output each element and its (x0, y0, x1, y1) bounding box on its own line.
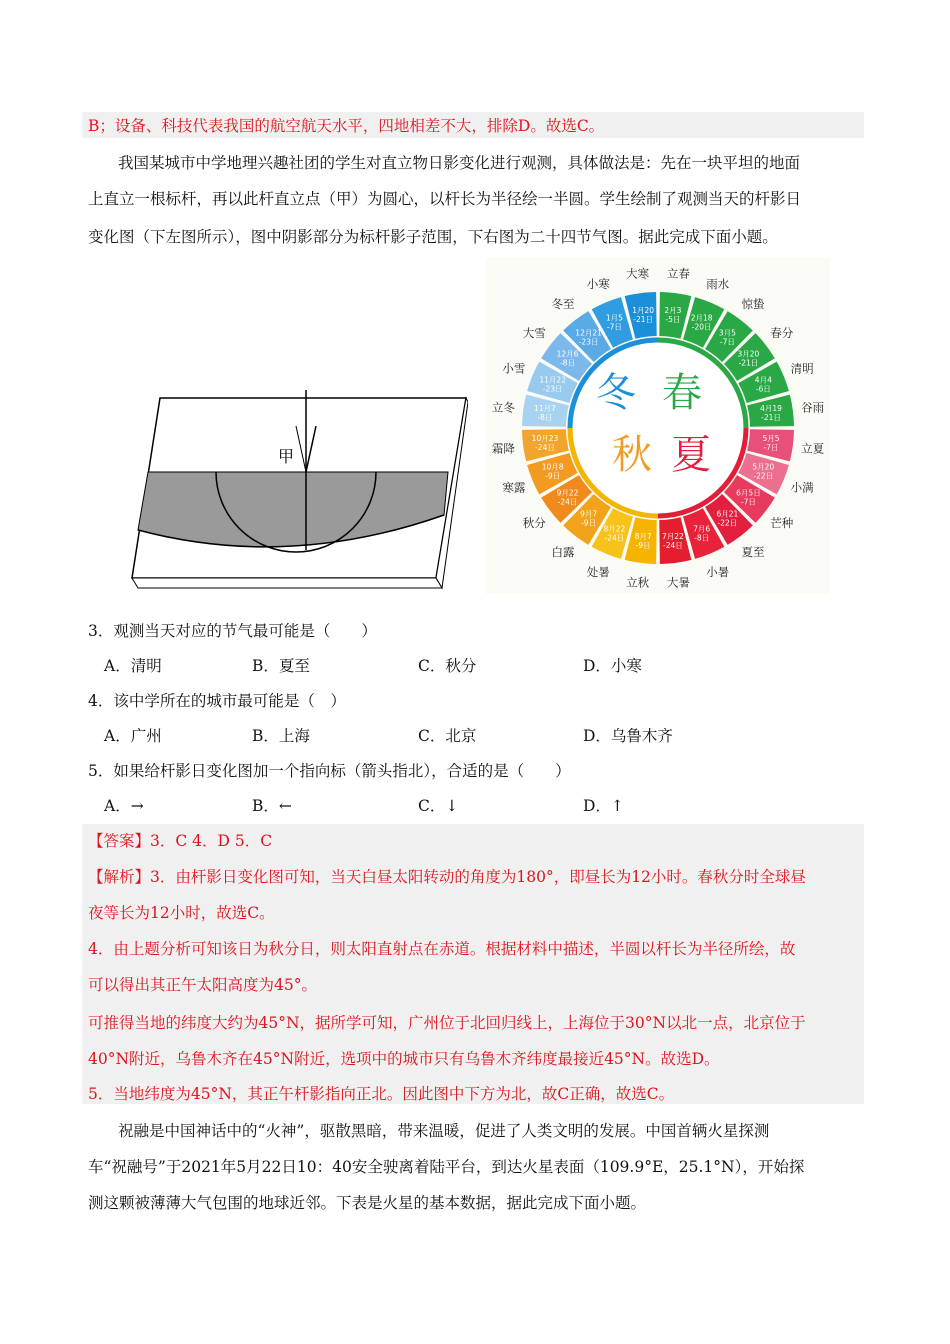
term-date-22-1: -7日 (606, 322, 622, 332)
term-label-22: 小寒 (586, 276, 610, 291)
passage1-line-1: 我国某城市中学地理兴趣社团的学生对直立物日影变化进行观测，具体做法是：先在一块平坦的地面 (118, 154, 801, 172)
question-4-option-b[interactable]: B．上海 (252, 727, 310, 745)
analysis-line-6: 40°N附近，乌鲁木齐在45°N附近，选项中的城市只有乌鲁木齐纬度最接近45°N。故选D。 (88, 1050, 720, 1068)
term-date-11-0: 7月22 (661, 532, 684, 542)
term-date-23-0: 1月20 (632, 305, 655, 315)
passage2-line-2: 车“祝融号”于2021年5月22日10：40安全驶离着陆平台，到达火星表面（109.9°E，25.1°N），开始探 (88, 1158, 805, 1176)
term-date-13-1: -24日 (604, 533, 625, 543)
term-date-4-0: 4月4 (754, 375, 772, 385)
term-label-20: 大雪 (522, 326, 546, 341)
term-label-10: 小暑 (706, 565, 730, 580)
term-date-14-0: 9月7 (580, 509, 598, 519)
term-label-3: 春分 (770, 326, 794, 341)
term-date-12-1: -9日 (635, 541, 651, 551)
question-4-option-c[interactable]: C．北京 (418, 727, 477, 745)
term-date-6-1: -7日 (763, 442, 779, 452)
term-label-15: 秋分 (522, 515, 546, 530)
term-date-19-0: 11月22 (539, 375, 566, 385)
term-date-18-1: -8日 (537, 413, 553, 423)
term-label-14: 白露 (551, 544, 575, 559)
shadow-diagram (118, 380, 468, 599)
question-3-stem: 3．观测当天对应的节气最可能是（ ） (88, 622, 377, 640)
term-date-7-1: -22日 (753, 471, 774, 481)
term-date-21-1: -23日 (578, 337, 599, 347)
term-date-9-0: 6月21 (716, 509, 739, 519)
term-date-16-1: -9日 (545, 471, 561, 481)
question-3-option-c[interactable]: C．秋分 (418, 657, 477, 675)
analysis-line-2: 夜等长为12小时，故选C。 (88, 904, 275, 922)
term-label-21: 冬至 (551, 297, 575, 312)
answer-line: 【答案】3．C 4．D 5．C (88, 832, 273, 850)
term-date-15-1: -24日 (557, 497, 578, 507)
term-date-2-0: 3月5 (718, 328, 736, 338)
term-date-17-0: 10月23 (531, 433, 559, 443)
term-label-17: 霜降 (491, 441, 515, 456)
intro-answer: B；设备、科技代表我国的航空航天水平，四地相差不大，排除D。故选C。 (88, 117, 605, 135)
question-5-option-b[interactable]: B．← (252, 797, 292, 815)
term-date-9-1: -22日 (717, 518, 738, 528)
term-date-3-0: 3月20 (737, 349, 760, 359)
term-date-3-1: -21日 (738, 358, 759, 368)
season-winter: 冬 (596, 370, 636, 416)
term-label-16: 寒露 (502, 480, 526, 495)
term-date-18-0: 11月7 (534, 404, 556, 414)
term-date-20-0: 12月6 (556, 349, 579, 359)
term-date-11-1: -24日 (663, 541, 683, 551)
passage2-line-1: 祝融是中国神话中的“火神”，驱散黑暗，带来温暖，促进了人类文明的发展。中国首辆火星探测 (118, 1122, 770, 1140)
term-date-22-0: 1月5 (605, 313, 623, 323)
term-date-1-1: -20日 (691, 322, 712, 332)
term-label-12: 立秋 (626, 575, 650, 590)
term-label-5: 谷雨 (801, 400, 825, 415)
term-label-19: 小雪 (502, 361, 526, 376)
term-date-15-0: 9月22 (556, 488, 579, 498)
term-date-17-1: -24日 (535, 442, 555, 452)
question-5-option-d[interactable]: D．↑ (583, 797, 624, 815)
analysis-line-5: 可推得当地的纬度大约为45°N，据所学可知，广州位于北回归线上，上海位于30°N以北一点，北京位于 (88, 1014, 806, 1032)
term-date-19-1: -23日 (542, 384, 563, 394)
term-date-12-0: 8月7 (634, 532, 652, 542)
term-date-14-1: -9日 (581, 518, 597, 528)
season-summer: 夏 (671, 432, 711, 478)
term-label-18: 立冬 (491, 400, 515, 415)
term-label-8: 芒种 (770, 515, 794, 530)
term-date-6-0: 5月5 (762, 433, 780, 443)
term-date-20-1: -8日 (560, 358, 576, 368)
term-date-8-1: -7日 (740, 497, 756, 507)
analysis-line-7: 5．当地纬度为45°N，其正午杆影指向正北。因此图中下方为北，故C正确，故选C。 (88, 1085, 675, 1103)
term-date-7-0: 5月20 (752, 462, 775, 472)
question-4-stem: 4．该中学所在的城市最可能是（ ） (88, 692, 346, 710)
term-label-23: 大寒 (626, 266, 650, 281)
pole-label: 甲 (278, 447, 295, 466)
analysis-line-3: 4．由上题分析可知该日为秋分日，则太阳直射点在赤道。根据材料中描述，半圆以杆长为半径所绘，故 (88, 940, 796, 958)
term-date-4-1: -6日 (755, 384, 771, 394)
term-date-23-1: -21日 (633, 314, 653, 324)
question-4-option-d[interactable]: D．乌鲁木齐 (583, 727, 673, 745)
term-date-21-0: 12月21 (575, 328, 602, 338)
term-date-10-1: -8日 (694, 533, 710, 543)
season-autumn: 秋 (612, 432, 652, 478)
question-3-option-d[interactable]: D．小寒 (583, 657, 642, 675)
question-5-stem: 5．如果给杆影日变化图加一个指向标（箭头指北），合适的是（ ） (88, 762, 571, 780)
term-date-8-0: 6月5日 (736, 488, 761, 498)
term-date-1-0: 2月18 (690, 313, 713, 323)
term-label-4: 清明 (790, 361, 814, 376)
passage1-line-2: 上直立一根标杆，再以此杆直立点（甲）为圆心，以杆长为半径绘一半圆。学生绘制了观测当天的杆影日 (88, 190, 802, 208)
question-3-option-a[interactable]: A．清明 (104, 657, 162, 675)
term-date-13-0: 8月22 (603, 524, 626, 534)
term-date-10-0: 7月6 (693, 524, 711, 534)
solar-terms-wheel (486, 258, 830, 598)
question-3-option-b[interactable]: B．夏至 (252, 657, 310, 675)
term-date-5-1: -21日 (761, 413, 781, 423)
passage1-line-3: 变化图（下左图所示），图中阴影部分为标杆影子范围，下右图为二十四节气图。据此完成下面小题。 (88, 228, 778, 246)
season-spring: 春 (662, 370, 702, 416)
question-4-option-a[interactable]: A．广州 (104, 727, 162, 745)
analysis-line-1: 【解析】3．由杆影日变化图可知，当天白昼太阳转动的角度为180°，即昼长为12小时。春秋分时全球昼 (88, 868, 806, 886)
term-label-11: 大暑 (666, 575, 690, 590)
analysis-line-4: 可以得出其正午太阳高度为45°。 (88, 976, 317, 994)
term-date-16-0: 10月8 (541, 462, 564, 472)
term-label-13: 处暑 (586, 565, 610, 580)
term-label-2: 惊蛰 (741, 297, 765, 312)
term-date-0-1: -5日 (665, 314, 681, 324)
term-label-1: 雨水 (706, 276, 730, 291)
term-date-5-0: 4月19 (760, 404, 782, 414)
term-label-0: 立春 (666, 266, 690, 281)
term-label-9: 夏至 (741, 544, 765, 559)
term-date-2-1: -7日 (719, 337, 735, 347)
term-label-6: 立夏 (801, 441, 825, 456)
question-5-option-c[interactable]: C．↓ (418, 797, 459, 815)
term-date-0-0: 2月3 (664, 305, 682, 315)
question-5-option-a[interactable]: A．→ (104, 797, 144, 815)
term-label-7: 小满 (790, 480, 814, 495)
passage2-line-3: 测这颗被薄薄大气包围的地球近邻。下表是火星的基本数据，据此完成下面小题。 (88, 1194, 647, 1212)
